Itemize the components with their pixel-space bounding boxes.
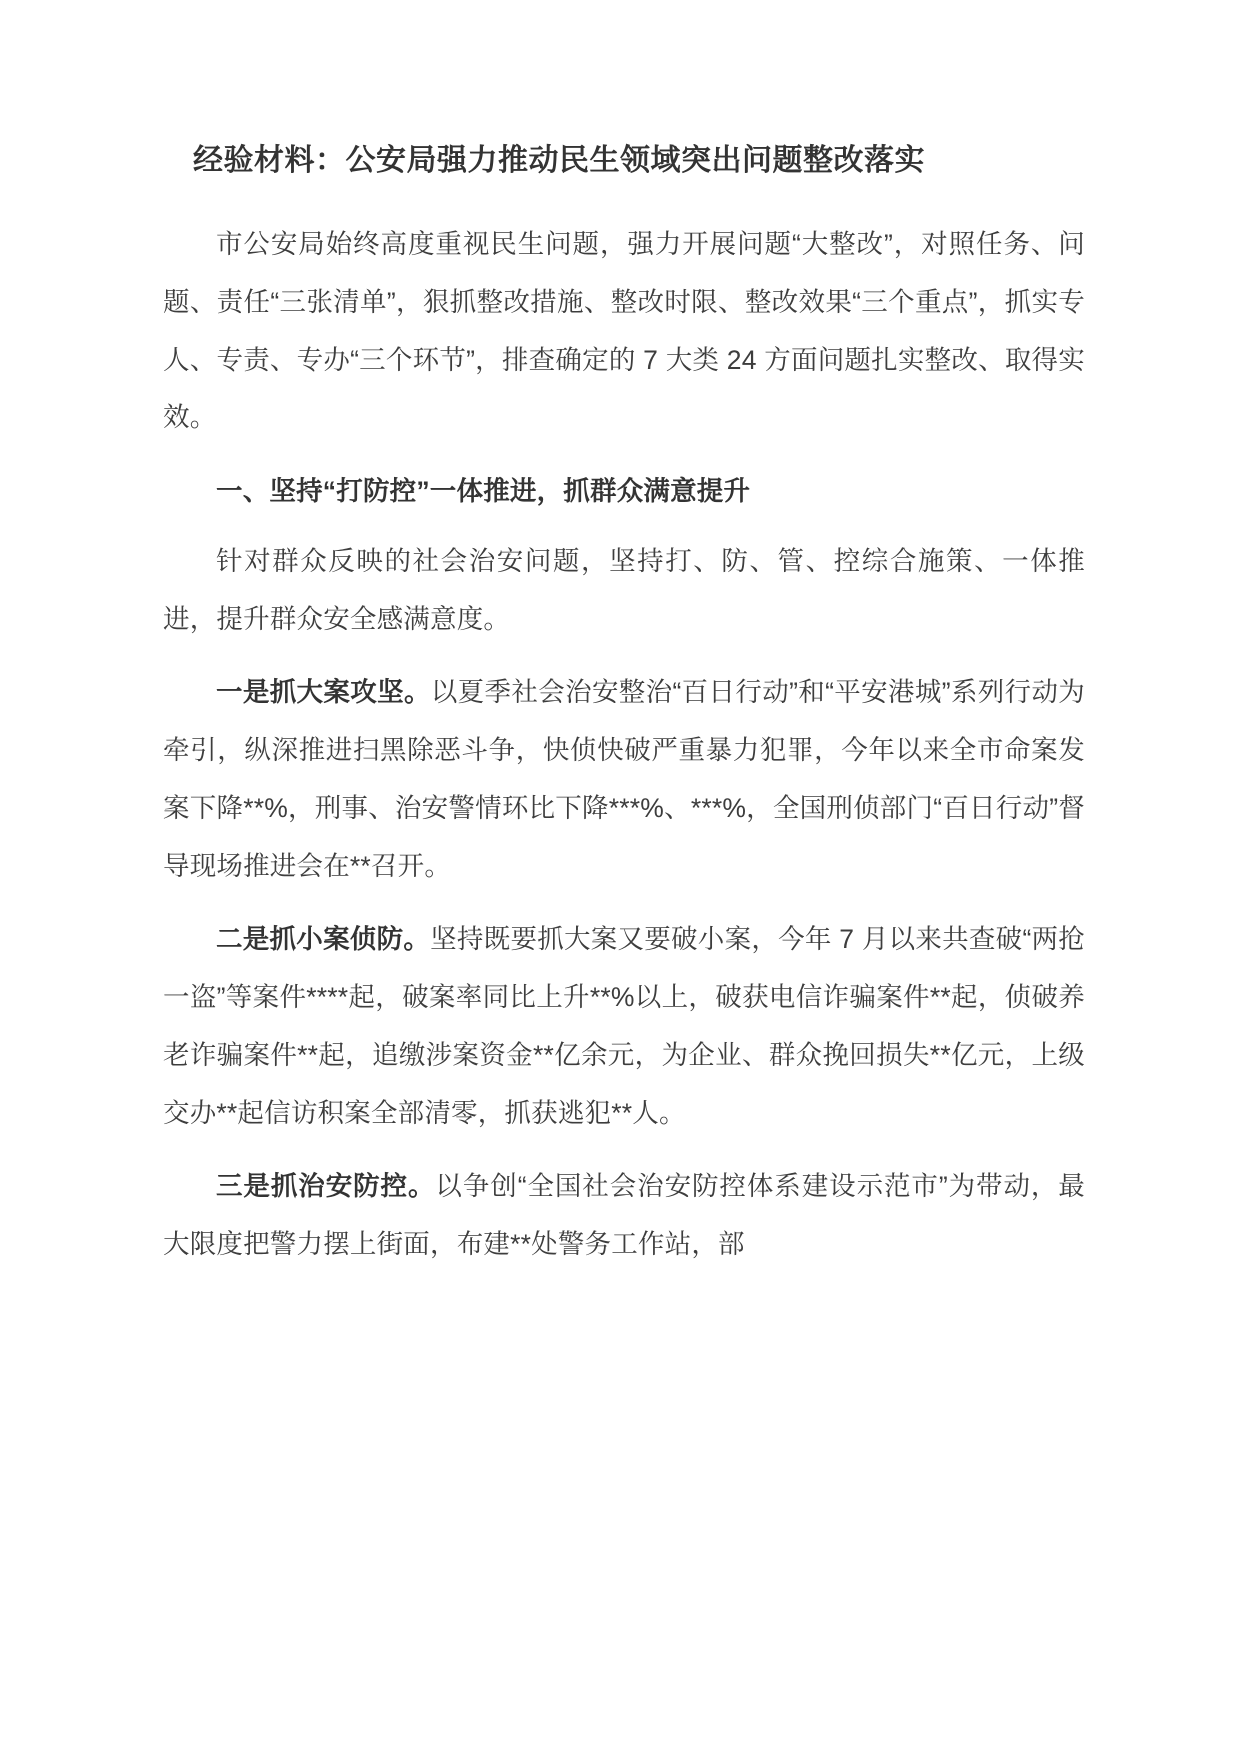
paragraph-item-2-body: 坚持既要抓大案又要破小案，今年 7 月以来共查破“两抢一盗”等案件****起，破案率同比上升**%以上，破获电信诈骗案件**起，侦破养老诈骗案件**起，追缴涉案资金**亿余元，为企业、群众挽回损失**亿元，上级交办**起信访积案全部清零，抓获逃犯**人。 — [163, 924, 1085, 1128]
paragraph-item-3 — [163, 1158, 1085, 1274]
paragraph-item-3-body: 以争创“全国社会治安防控体系建设示范市”为带动，最大限度把警力摆上街面，布建**处警务工作站，部 — [163, 1171, 1085, 1260]
page-title: 经验材料：公安局强力推动民生领域突出问题整改落实 — [193, 144, 925, 177]
paragraph-intro: 市公安局始终高度重视民生问题，强力开展问题“大整改”，对照任务、问题、责任“三张清单”，狠抓整改措施、整改时限、整改效果“三个重点”，抓实专人、专责、专办“三个环节”，排查确定的 7 大类 24 方面问题扎实整改、取得实效。 — [163, 229, 1085, 433]
paragraph-item-1 — [163, 664, 1085, 895]
paragraph-item-2 — [163, 911, 1085, 1142]
paragraph-item-3-lead: 三是抓治安防控。 — [216, 1171, 436, 1202]
paragraph-section1-intro: 针对群众反映的社会治安问题，坚持打、防、管、控综合施策、一体推进，提升群众安全感满意度。 — [163, 545, 1085, 634]
paragraph-item-1-body: 以夏季社会治安整治“百日行动”和“平安港城”系列行动为牵引，纵深推进扫黑除恶斗争，快侦快破严重暴力犯罪，今年以来全市命案发案下降**%，刑事、治安警情环比下降***%、***%，全国刑侦部门“百日行动”督导现场推进会在**召开。 — [163, 677, 1085, 881]
paragraph-item-2-lead: 二是抓小案侦防。 — [216, 924, 431, 955]
paragraph-item-1-lead: 一是抓大案攻坚。 — [216, 677, 431, 708]
section-heading-1: 一、坚持“打防控”一体推进，抓群众满意提升 — [216, 476, 751, 507]
